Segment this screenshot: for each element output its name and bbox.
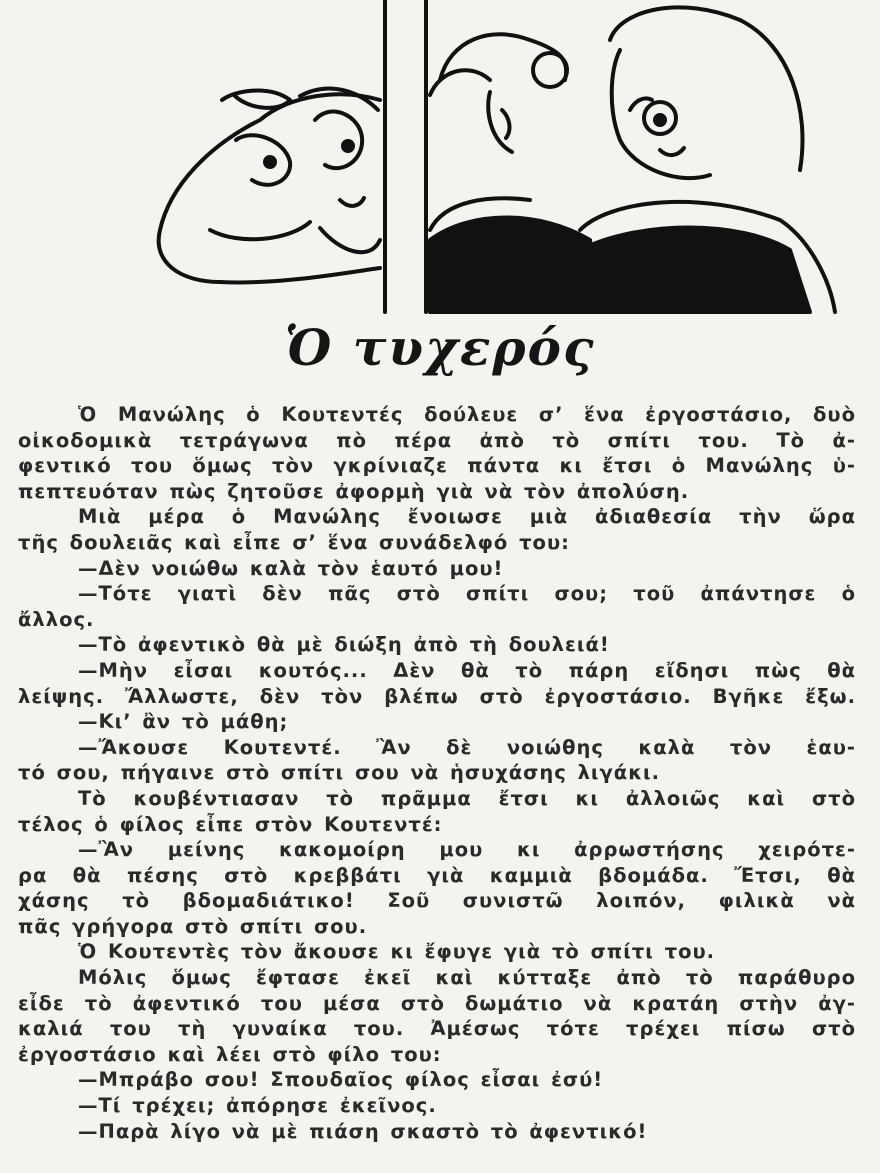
story-line: λείψης. Ἄλλωστε, δὲν τὸν βλέπω στὸ ἐργοστάσιο. Βγῆκε ἔξω. [18, 684, 856, 708]
story-line: Ὁ Μανώλης ὁ Κουτεντές δούλευε σ’ ἕνα ἐργοστάσιο, δυὸ [78, 403, 856, 426]
story-line: —Παρὰ λίγο νὰ μὲ πιάση σκαστὸ τὸ ἀφεντικό! [78, 1119, 648, 1143]
story-line: καλιά του τὴ γυναίκα του. Ἀμέσως τότε τρέχει πίσω στὸ [18, 1017, 856, 1041]
story-line: Ὁ Κουτεντὲς τὸν ἄκουσε κι ἔφυγε γιὰ τὸ σπίτι του. [78, 940, 716, 964]
story-line: —Μπράβο σου! Σπουδαῖος φίλος εἶσαι ἐσύ! [78, 1068, 604, 1092]
story-line: ἄλλος. [18, 607, 95, 631]
story-line: πᾶς γρήγορα στὸ σπίτι σου. [18, 914, 368, 938]
story-line: ἐργοστάσιο καὶ λέει στὸ φίλο του: [18, 1042, 442, 1066]
story-line: —Ἄκουσε Κουτεντέ. Ἂν δὲ νοιώθης καλὰ τὸν ἑαυ- [78, 735, 856, 759]
story-line: Μιὰ μέρα ὁ Μανώλης ἔνοιωσε μιὰ ἀδιαθεσία τὴν ὥρα [78, 505, 856, 529]
story-line: χάσης τὸ βδομαδιάτικο! Σοῦ συνιστῶ λοιπόν, φιλικὰ νὰ [18, 889, 856, 913]
story-line: —Τότε γιατὶ δὲν πᾶς στὸ σπίτι σου; τοῦ ἀπάντησε ὁ [78, 582, 856, 606]
story-line: —Κι’ ἂν τὸ μάθη; [78, 710, 289, 734]
story-line: —Τί τρέχει; ἀπόρησε ἐκεῖνος. [78, 1094, 437, 1118]
story-line: —Μὴν εἶσαι κουτός... Δὲν θὰ τὸ πάρη εἴδησι πὼς θὰ [78, 658, 856, 682]
story-line: τό σου, πήγαινε στὸ σπίτι σου νὰ ἡσυχάσης λιγάκι. [18, 761, 661, 785]
story-text [18, 402, 856, 1144]
story-line: —Δὲν νοιώθω καλὰ τὸν ἑαυτό μου! [78, 556, 504, 580]
story-line: ρα θὰ πέσης στὸ κρεββάτι γιὰ καμμιὰ βδομάδα. Ἔτσι, θὰ [18, 863, 856, 887]
story-line: πεπτευόταν πὼς ζητοῦσε ἀφορμὴ γιὰ νὰ τὸν ἀπολύση. [18, 479, 690, 503]
story-line: εἶδε τὸ ἀφεντικό του μέσα στὸ δωμάτιο νὰ κρατάη στὴν ἀγ- [18, 991, 856, 1015]
story-title: Ὁ τυχερός [284, 318, 596, 377]
story-line: φεντικό του ὅμως τὸν γκρίνιαζε πάντα κι ἔτσι ὁ Μανώλης ὑ- [18, 454, 856, 478]
woman-dress-shape [570, 228, 810, 313]
story-line: —Τὸ ἀφεντικὸ θὰ μὲ διώξη ἀπὸ τὴ δουλειά! [78, 633, 610, 657]
story-line: τέλος ὁ φίλος εἶπε στὸν Κουτεντέ: [18, 812, 443, 836]
story-line: Μόλις ὅμως ἔφτασε ἐκεῖ καὶ κύτταξε ἀπὸ τὸ παράθυρο [78, 966, 856, 990]
peeking-man-figure [159, 89, 380, 283]
story-line: τῆς δουλειᾶς καὶ εἶπε σ’ ἕνα συνάδελφό του: [18, 530, 570, 554]
story-line: —Ἂν μείνης κακομοίρη μου κι ἀρρωστήσης χειρότε- [78, 838, 856, 862]
story-line: οἰκοδομικὰ τετράγωνα πὸ πέρα ἀπὸ τὸ σπίτι του. Τὸ ἀ- [18, 428, 856, 452]
story-line: Τὸ κουβέντιασαν τὸ πρᾶμμα ἔτσι κι ἀλλοιῶς καὶ στὸ [78, 786, 856, 810]
cartoon-illustration [140, 0, 840, 320]
